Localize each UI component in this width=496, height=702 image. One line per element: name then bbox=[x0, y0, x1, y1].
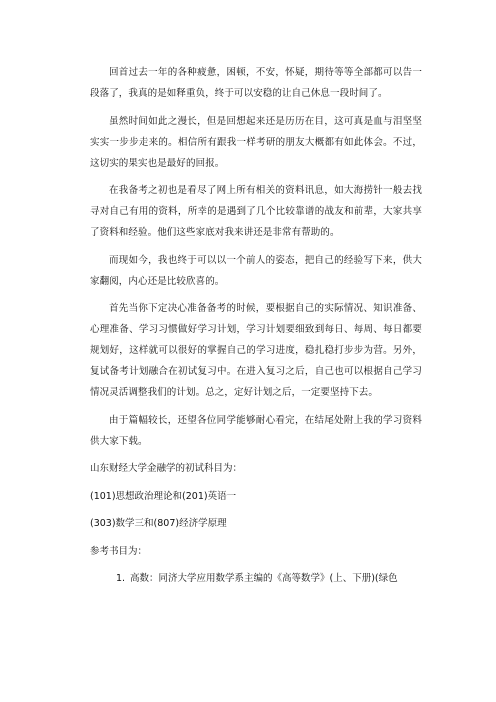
paragraph: 首先当你下定决心准备备考的时候，要根据自己的实际情况、知识准备、心理准备、学习习惯做好学习计划，学习计划要细致到每日、每周、每日都要规划好，这样就可以很好的掌握自己的学习进度，稳扎稳打步步为营。另外，复试备考计划融合在初试复习中。在进入复习之后，自己也可以根据自己学习情况灵活调整我们的计划。总之，定好计划之后，一定要坚持下去。 bbox=[90, 303, 422, 398]
reference-books-heading: 参考书目为： bbox=[90, 545, 148, 557]
exam-subjects-line-1: (101)思想政治理论和(201)英语一 bbox=[90, 490, 237, 502]
paragraph: 回首过去一年的各种疲惫，困顿，不安，怀疑，期待等等全部都可以告一段落了，我真的是如释重负，终于可以安稳的让自己休息一段时间了。 bbox=[90, 67, 422, 99]
list-item-number: 1. bbox=[116, 573, 126, 584]
paragraph: 虽然时间如此之漫长，但是回想起来还是历历在目，这可真是血与泪坚坚实实一步步走来的。相信所有跟我一样考研的朋友大概都有如此体会。不过，这切实的果实也是最好的回报。 bbox=[90, 115, 422, 169]
paragraph: 在我备考之初也是看尽了网上所有相关的资料讯息，如大海捞针一般去找寻对自己有用的资料，所幸的是遇到了几个比较靠谱的战友和前辈，大家共享了资料和经验。他们这些家底对我来讲还是非常有帮助的。 bbox=[90, 185, 422, 238]
list-item bbox=[116, 568, 422, 589]
paragraph: 而现如今，我也终于可以以一个前人的姿态，把自己的经验写下来，供大家翻阅，内心还是比较欣喜的。 bbox=[90, 254, 422, 287]
document-body bbox=[90, 62, 422, 589]
list-item-text: 高数：同济大学应用数学系主编的《高等数学》(上、下册)(绿色 bbox=[130, 573, 398, 584]
exam-subjects-heading: 山东财经大学金融学的初试科目为： bbox=[90, 463, 243, 474]
exam-subjects-line-2: (303)数学三和(807)经济学原理 bbox=[90, 518, 227, 529]
paragraph: 由于篇幅较长，还望各位同学能够耐心看完，在结尾处附上我的学习资料供大家下载。 bbox=[90, 414, 422, 447]
